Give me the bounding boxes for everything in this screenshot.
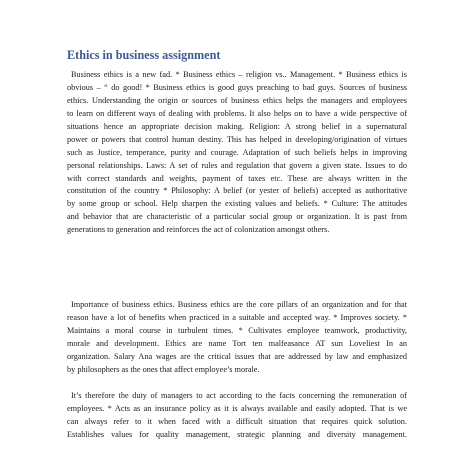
paragraph-line: Maintains a moral course in turbulent times. * Cultivates employee teamwork, productivity,: [67, 325, 407, 335]
paragraph-line: generations to generation and reinforces the act of colonization amongst others.: [67, 225, 330, 235]
paragraph-line: power or powers that control human destiny. This has helped in developing/origination of virtues: [67, 134, 407, 144]
paragraph-line: obvious – “ do good! * Business ethics is good guys preaching to bad guys. Sources of business: [67, 82, 407, 92]
paragraph-line: such as Justice, temperance, purity and courage. Adaptation of such beliefs helps in improving: [67, 147, 407, 157]
paragraph-line: personal relationships. Laws: A set of rules and regulation that govern a given state. Issues to do: [67, 160, 407, 170]
paragraph-duty-of-managers: [67, 390, 407, 442]
paragraph-line: Business ethics is a new fad. * Business ethics – religion vs.. Management. * Business ethics is: [71, 70, 407, 79]
paragraph-line: by some group or school. Help sharpen the existing values and beliefs. * Culture: The attitudes: [67, 199, 407, 209]
paragraph-line: morale and development. Ethics are name Tort ten malfeasance AT sun Loveliest In an: [67, 338, 407, 348]
paragraph-line: with correct standards and weights, payment of taxes etc. These are always written in the: [67, 173, 407, 183]
paragraph-line: constitution of the country * Philosophy: A belief (or yester of beliefs) accepted as authoritative: [67, 186, 407, 196]
paragraph-line: and behavior that are characteristic of a particular social group or organization. It is past from: [67, 212, 407, 222]
paragraph-line: Establishes values for quality management, strategic planning and diversity management.: [67, 429, 407, 439]
paragraph-line: ethics. Understanding the origin or sources of business ethics helps the managers and employees: [67, 95, 407, 105]
paragraph-line: organization. Salary Ana wages are the critical issues that are addressed by law and emphasized: [67, 351, 407, 361]
paragraph-line: employees. * Acts as an insurance policy as it is always available and easily adopted. That is we: [67, 403, 407, 413]
paragraph-line: can always refer to it when faced with a difficult situation that requires quick solution.: [67, 416, 407, 426]
paragraph-line: to learn on different ways of dealing with problems. It also helps on to have a wide perspective of: [67, 108, 407, 118]
document-title: Ethics in business assignment: [67, 48, 221, 62]
paragraph-importance-of-ethics: [67, 299, 407, 377]
paragraph-line: situations hence an appropriate decision making. Religion: A strong belief in a supernatural: [67, 121, 407, 131]
paragraph-sources-of-ethics: [67, 69, 407, 237]
paragraph-line: by philosophers as the ones that affect employee’s morale.: [67, 364, 260, 374]
paragraph-line: It’s therefore the duty of managers to act according to the facts concerning the remuneration of: [71, 391, 407, 400]
paragraph-line: Importance of business ethics. Business ethics are the core pillars of an organization and for that: [71, 300, 407, 309]
paragraph-line: reason have a lot of benefits when practiced in a suitable and accepted way. * Improves society. *: [67, 312, 407, 322]
